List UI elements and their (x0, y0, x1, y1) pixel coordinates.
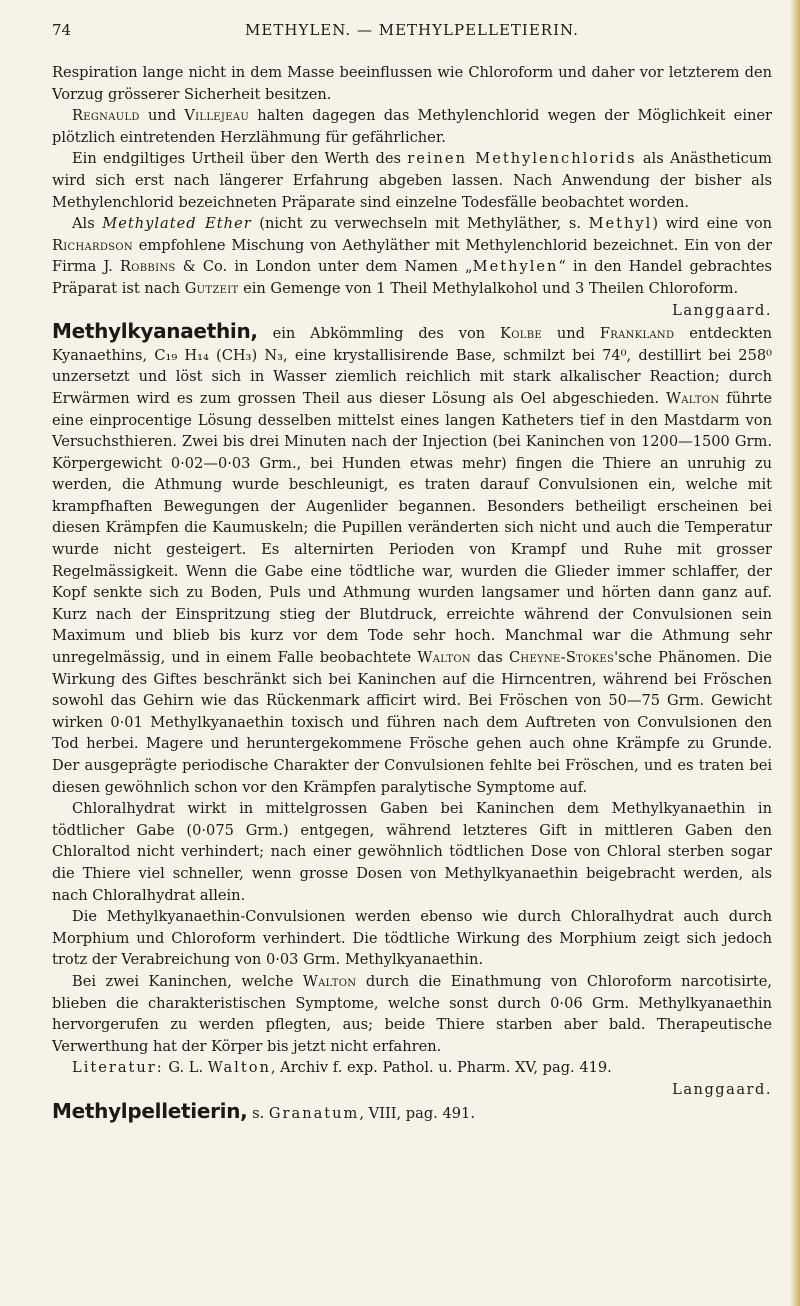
author-signature: Langgaard. (672, 301, 772, 319)
page-header (52, 20, 772, 50)
page-number: 74 (52, 21, 72, 39)
paragraph-methylated-ether: Als Methylated Ether (nicht zu verwechseln mit Methyläther, s. Methyl) wird eine von Richardson empfohlene Mischung von Aethyläther mit Methylenchlorid bezeichnet. Ein von der Firma J. Robbins & Co. in London unter dem Namen „Methylen“ in den Handel gebrachtes Präparat ist nach Gutzeit ein Gemenge von 1 Theil Methylalkohol und 3 Theilen Chloroform. (52, 215, 773, 297)
running-head: METHYLEN. — METHYLPELLETIERIN. (245, 21, 579, 39)
paragraph-urtheil: Ein endgiltiges Urtheil über den Werth des reinen Methylenchlorids als Anästheticum wird sich erst nach längerer Erfahrung abgeben lassen. Nach Anwendung der bisher als Methylenchlorid bezeichneten Präparate sind einzelne Todesfälle beobachtet worden. (52, 150, 772, 211)
literature-reference: Literatur: G. L. Walton, Archiv f. exp. Pathol. u. Pharm. XV, pag. 419. (72, 1059, 612, 1077)
page-edge (790, 0, 800, 1306)
document-page (52, 20, 772, 1124)
paragraph-regnauld: Regnauld und Villejeau halten dagegen das Methylenchlorid wegen der Möglichkeit einer plötzlich eintretenden Herzlähmung für gefährlicher. (52, 107, 773, 146)
paragraph-convulsionen: Die Methylkyanaethin-Convulsionen werden ebenso wie durch Chloralhydrat auch durch Morphium und Chloroform verhindert. Die tödtliche Wirkung des Morphium zeigt sich jedoch trotz der Verabreichung von 0·03 Grm. Methylkyanaethin. (52, 908, 772, 969)
paragraph-chloralhydrat: Chloralhydrat wirkt in mittelgrossen Gaben bei Kaninchen dem Methylkyanaethin in tödtlicher Gabe (0·075 Grm.) entgegen, während letzteres Gift in mittleren Gaben den Chloraltod nicht verhindert; nach einer gewöhnlich tödtlichen Dose von Chloral sterben sogar die Thiere viel schneller, wenn grosse Dosen von Methylkyanaethin beigebracht werden, als nach Chloralhydrat allein. (52, 800, 772, 904)
headword-methylkyanaethin: Methylkyanaethin, (52, 319, 258, 344)
headword-methylpelletierin: Methylpelletierin, (52, 1098, 248, 1123)
paragraph-respiration: Respiration lange nicht in dem Masse beeinflussen wie Chloroform und daher vor letzterem den Vorzug grösserer Sicherheit besitzen. (52, 64, 772, 103)
entry-methylkyanaethin: Methylkyanaethin, ein Abkömmling des von Kolbe und Frankland entdeckten Kyanaethins, C₁₉ H₁₄ (CH₃) N₃, eine krystallisirende Base, schmilzt bei 74⁰, destillirt bei 258⁰ unzersetzt und löst sich in Wasser ziemlich reichlich mit stark alkalischer Reaction; durch Erwärmen wird es zum grossen Theil aus dieser Lösung als Oel abgeschieden. Walton führte eine einprocentige Lösung desselben mittelst eines langen Katheters tief in den Mastdarm von Versuchsthieren. Zwei bis drei Minuten nach der Injection (bei Kaninchen von 1200—1500 Grm. Körpergewicht 0·02—0·03 Grm., bei Hunden etwas mehr) fingen die Thiere an unruhig zu werden, die Athmung wurde beschleunigt, es traten darauf Convulsionen ein, welche mit krampfhaften Bewegungen der Augenlider begannen. Besonders betheiligt erscheinen bei diesen Krämpfen die Kaumuskeln; die Pupillen veränderten sich nicht und auch die Temperatur wurde nicht gesteigert. Es alternirten Perioden von Krampf und Ruhe mit grosser Regelmässigkeit. Wenn die Gabe eine tödtliche war, wurden die Glieder immer schlaffer, der Kopf senkte sich zu Boden, Puls und Athmung wurden langsamer und hörten dann ganz auf. Kurz nach der Einspritzung stieg der Blutdruck, erreichte während der Convulsionen sein Maximum und blieb bis kurz vor dem Tode sehr hoch. Manchmal war die Athmung sehr unregelmässig, und in einem Falle beobachtete Walton das Cheyne-Stokes'sche Phänomen. Die Wirkung des Giftes beschränkt sich bei Kaninchen auf die Hirncentren, während bei Fröschen sowohl das Gehirn wie das Rückenmark afficirt wird. Bei Fröschen von 50—75 Grm. Gewicht wirken 0·01 Methylkyanaethin toxisch und führen nach dem Auftreten von Convulsionen den Tod herbei. Magere und heruntergekommene Frösche gehen auch ohne Krämpfe zu Grunde. Der ausgeprägte periodische Charakter der Convulsionen fehlte bei Fröschen, und es traten bei diesen gewöhnlich schon vor den Krämpfen paralytische Symptome auf. (52, 319, 773, 796)
entry-methylpelletierin: Methylpelletierin, s. Granatum, VIII, pag. 491. (52, 1098, 475, 1123)
author-signature: Langgaard. (672, 1080, 772, 1098)
paragraph-kaninchen: Bei zwei Kaninchen, welche Walton durch die Einathmung von Chloroform narcotisirte, blieben die charakteristischen Symptome, welche sonst durch 0·06 Grm. Methylkyanaethin hervorgerufen zu werden pflegten, aus; beide Thiere starben aber bald. Therapeutische Verwerthung hat der Körper bis jetzt nicht erfahren. (52, 972, 772, 1055)
